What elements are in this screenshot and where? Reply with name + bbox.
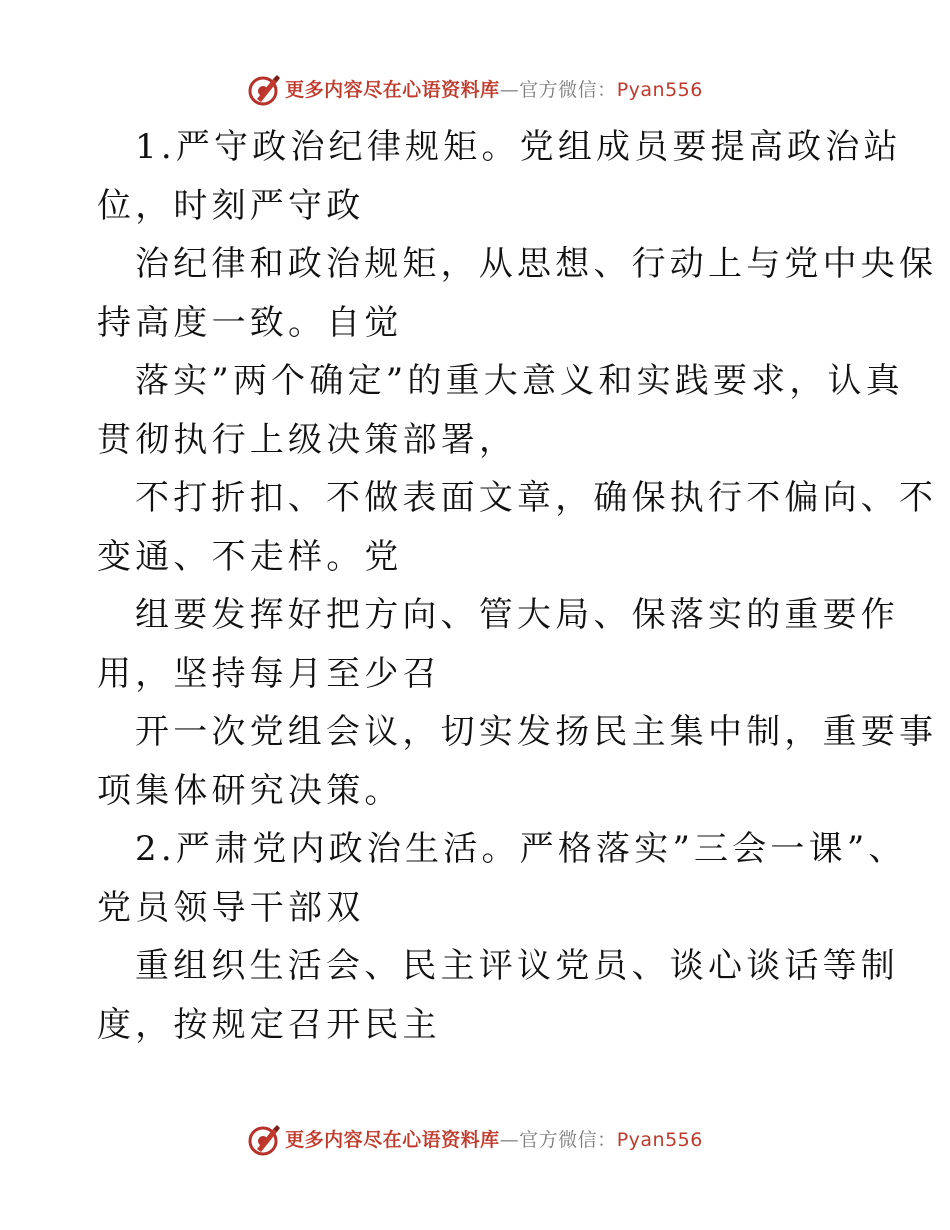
pen-in-circle-logo-icon (247, 1123, 281, 1157)
text-line: 组要发挥好把方向、管大局、保落实的重要作 (135, 595, 899, 635)
text-line: 开一次党组会议，切实发扬民主集中制，重要事 (135, 712, 938, 752)
banner-text (285, 1120, 703, 1160)
text-line: 不打折扣、不做表面文章，确保执行不偏向、不 (135, 478, 938, 518)
banner-handle: Pyan556 (616, 79, 703, 101)
banner-text (285, 70, 703, 110)
text-line: 持高度一致。自觉 (97, 302, 403, 343)
banner-site-text: 更多内容尽在心语资料库 (285, 79, 500, 101)
text-line: 变通、不走样。党 (97, 536, 403, 577)
text-line: 1.严守政治纪律规矩。党组成员要提高政治站 (135, 127, 902, 167)
text-line: 重组织生活会、民主评议党员、谈心谈话等制 (135, 946, 899, 986)
pen-in-circle-logo-icon (247, 73, 281, 107)
text-line: 项集体研究决策。 (97, 770, 403, 811)
text-line: 用，坚持每月至少召 (97, 653, 441, 694)
text-line: 度，按规定召开民主 (97, 1004, 441, 1045)
footer-banner (0, 1120, 950, 1160)
text-line: 位，时刻严守政 (97, 185, 365, 226)
text-line: 党员领导干部双 (97, 887, 365, 928)
banner-site-text: 更多内容尽在心语资料库 (285, 1129, 500, 1151)
text-line: 2.严肃党内政治生活。严格落实”三会一课”、 (135, 829, 907, 869)
banner-label: 官方微信： (519, 1129, 617, 1151)
header-banner (0, 70, 950, 110)
banner-handle: Pyan556 (616, 1129, 703, 1151)
document-body (97, 118, 938, 1054)
banner-label: 官方微信： (519, 79, 617, 101)
text-line: 贯彻执行上级决策部署， (97, 419, 518, 460)
banner-dash: — (499, 79, 520, 101)
text-line: 落实”两个确定”的重大意义和实践要求，认真 (135, 361, 904, 401)
text-line: 治纪律和政治规矩，从思想、行动上与党中央保 (135, 244, 938, 284)
banner-dash: — (499, 1129, 520, 1151)
